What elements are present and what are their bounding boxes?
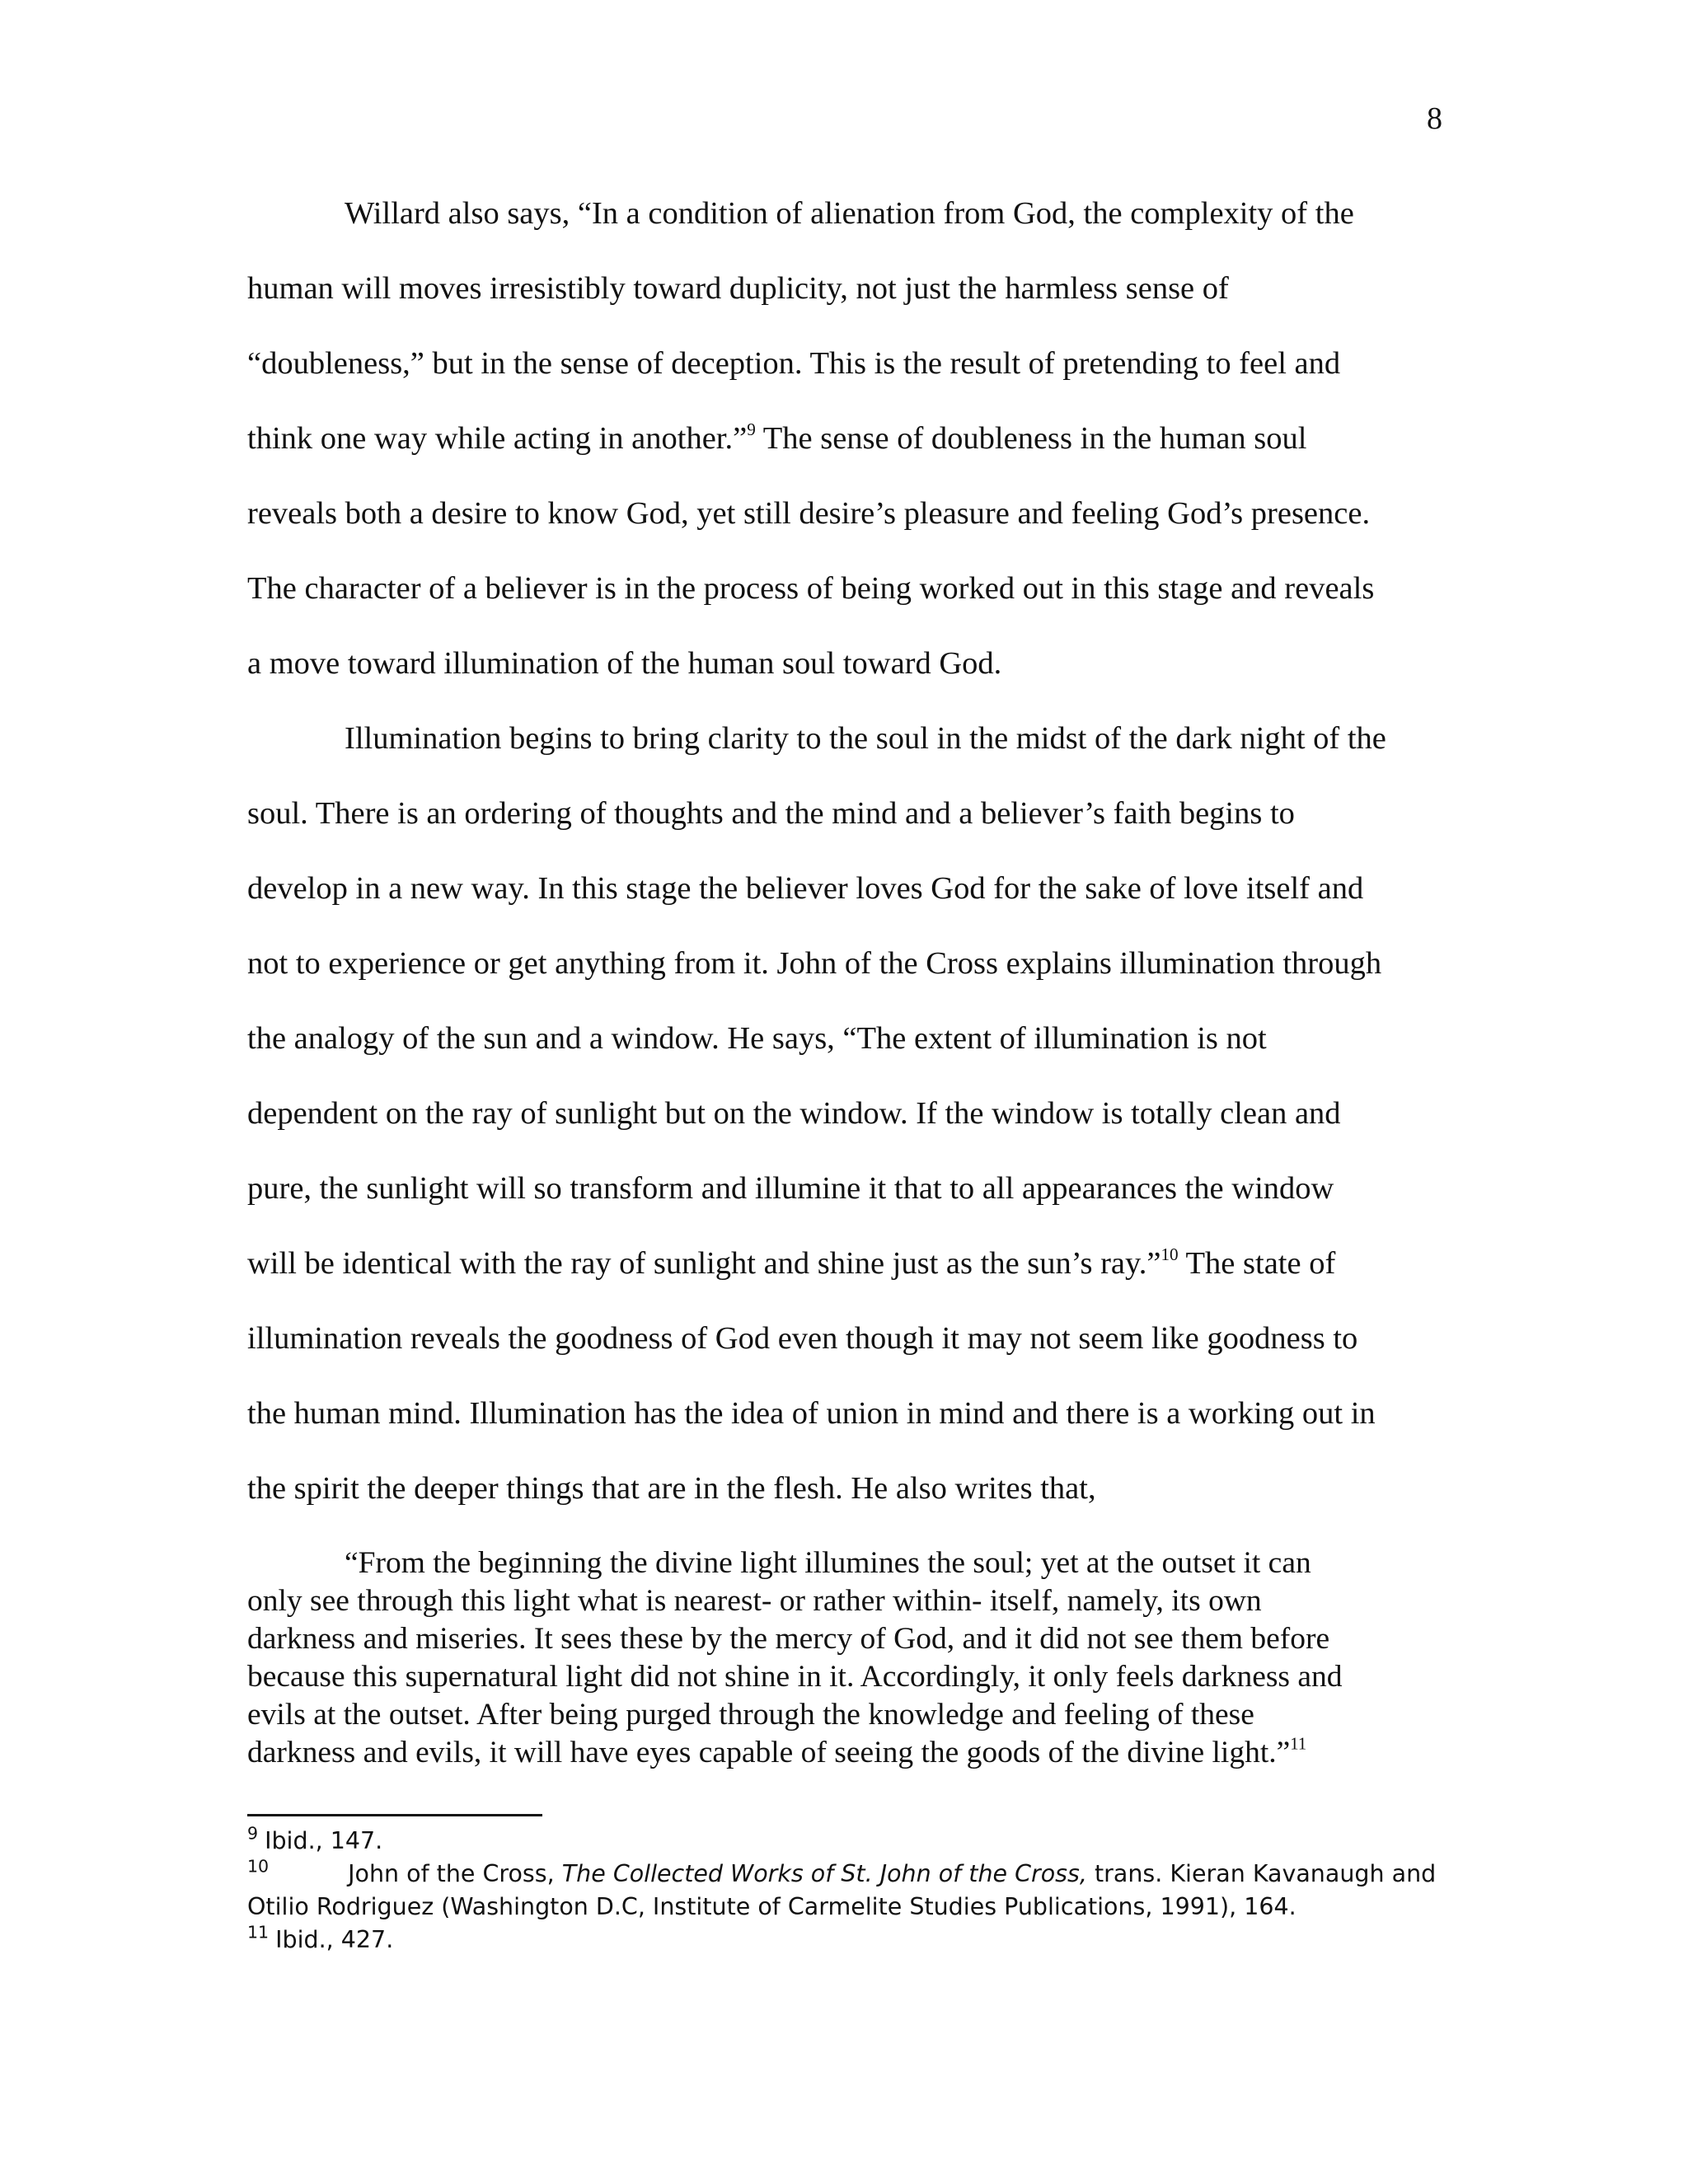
- paragraph-line: not to experience or get anything from it. John of the Cross explains illumination through: [247, 946, 1382, 981]
- quote-line: only see through this light what is nearest- or rather within- itself, namely, its own: [247, 1584, 1262, 1618]
- quote-line: [247, 1735, 1306, 1771]
- paragraph-line: The character of a believer is in the process of being worked out in this stage and reveals: [247, 571, 1375, 606]
- footnote-text: John of the Cross,: [348, 1860, 562, 1887]
- paragraph-text: The sense of doubleness in the human soul: [762, 421, 1307, 456]
- paragraph-line: dependent on the ray of sunlight but on the window. If the window is totally clean and: [247, 1096, 1341, 1131]
- footnote: [247, 1922, 394, 1955]
- footnote-text: Ibid., 427.: [275, 1926, 394, 1953]
- footnote: [247, 1823, 383, 1856]
- footnote-ref: 11: [1290, 1735, 1307, 1754]
- paragraph-line: reveals both a desire to know God, yet still desire’s pleasure and feeling God’s presence.: [247, 496, 1371, 531]
- footnote-number: 11: [247, 1922, 270, 1943]
- footnote-number: 10: [247, 1856, 270, 1877]
- paragraph-line: the spirit the deeper things that are in the flesh. He also writes that,: [247, 1471, 1096, 1506]
- paragraph-line: a move toward illumination of the human soul toward God.: [247, 646, 1002, 681]
- paragraph-line: pure, the sunlight will so transform and illumine it that to all appearances the window: [247, 1171, 1334, 1206]
- paragraph-line: the analogy of the sun and a window. He says, “The extent of illumination is not: [247, 1021, 1267, 1056]
- paragraph-line: Illumination begins to bring clarity to the soul in the midst of the dark night of the: [345, 721, 1386, 756]
- footnote-separator: [247, 1814, 542, 1816]
- footnote-text: trans. Kieran Kavanaugh and: [1086, 1860, 1437, 1887]
- paragraph-line: illumination reveals the goodness of God even though it may not seem like goodness to: [247, 1321, 1358, 1356]
- quote-line: “From the beginning the divine light illumines the soul; yet at the outset it can: [345, 1546, 1311, 1580]
- footnote: [247, 1856, 1437, 1889]
- quote-line: darkness and miseries. It sees these by the mercy of God, and it did not see them before: [247, 1622, 1330, 1656]
- paragraph-text: think one way while acting in another.”: [247, 421, 748, 456]
- quote-line: because this supernatural light did not shine in it. Accordingly, it only feels darkness and: [247, 1660, 1343, 1694]
- page-number: 8: [1427, 101, 1442, 136]
- paragraph-line: Willard also says, “In a condition of alienation from God, the complexity of the: [345, 196, 1354, 231]
- paragraph-line: human will moves irresistibly toward duplicity, not just the harmless sense of: [247, 271, 1229, 306]
- paragraph-text: will be identical with the ray of sunlight and shine just as the sun’s ray.”: [247, 1246, 1161, 1281]
- paragraph-line: develop in a new way. In this stage the believer loves God for the sake of love itself and: [247, 871, 1364, 906]
- footnote-text: Ibid., 147.: [265, 1827, 383, 1854]
- footnote-ref: 9: [747, 419, 756, 440]
- paragraph-line: the human mind. Illumination has the idea of union in mind and there is a working out in: [247, 1396, 1376, 1431]
- footnote-ref: 10: [1160, 1244, 1179, 1265]
- footnote-title: The Collected Works of St. John of the Cross,: [561, 1860, 1087, 1887]
- paragraph-text: The state of: [1185, 1246, 1336, 1281]
- paragraph-line: “doubleness,” but in the sense of deception. This is the result of pretending to feel and: [247, 346, 1341, 381]
- footnote-continuation: Otilio Rodriguez (Washington D.C, Institute of Carmelite Studies Publications, 1991), 164.: [247, 1893, 1296, 1920]
- paragraph-line: [247, 1244, 1335, 1282]
- footnote-number: 9: [247, 1823, 259, 1844]
- paragraph-line: [247, 419, 1306, 457]
- quote-line: evils at the outset. After being purged through the knowledge and feeling of these: [247, 1698, 1254, 1732]
- paragraph-line: soul. There is an ordering of thoughts and the mind and a believer’s faith begins to: [247, 796, 1295, 831]
- quote-text: darkness and evils, it will have eyes capable of seeing the goods of the divine light.”: [247, 1736, 1291, 1769]
